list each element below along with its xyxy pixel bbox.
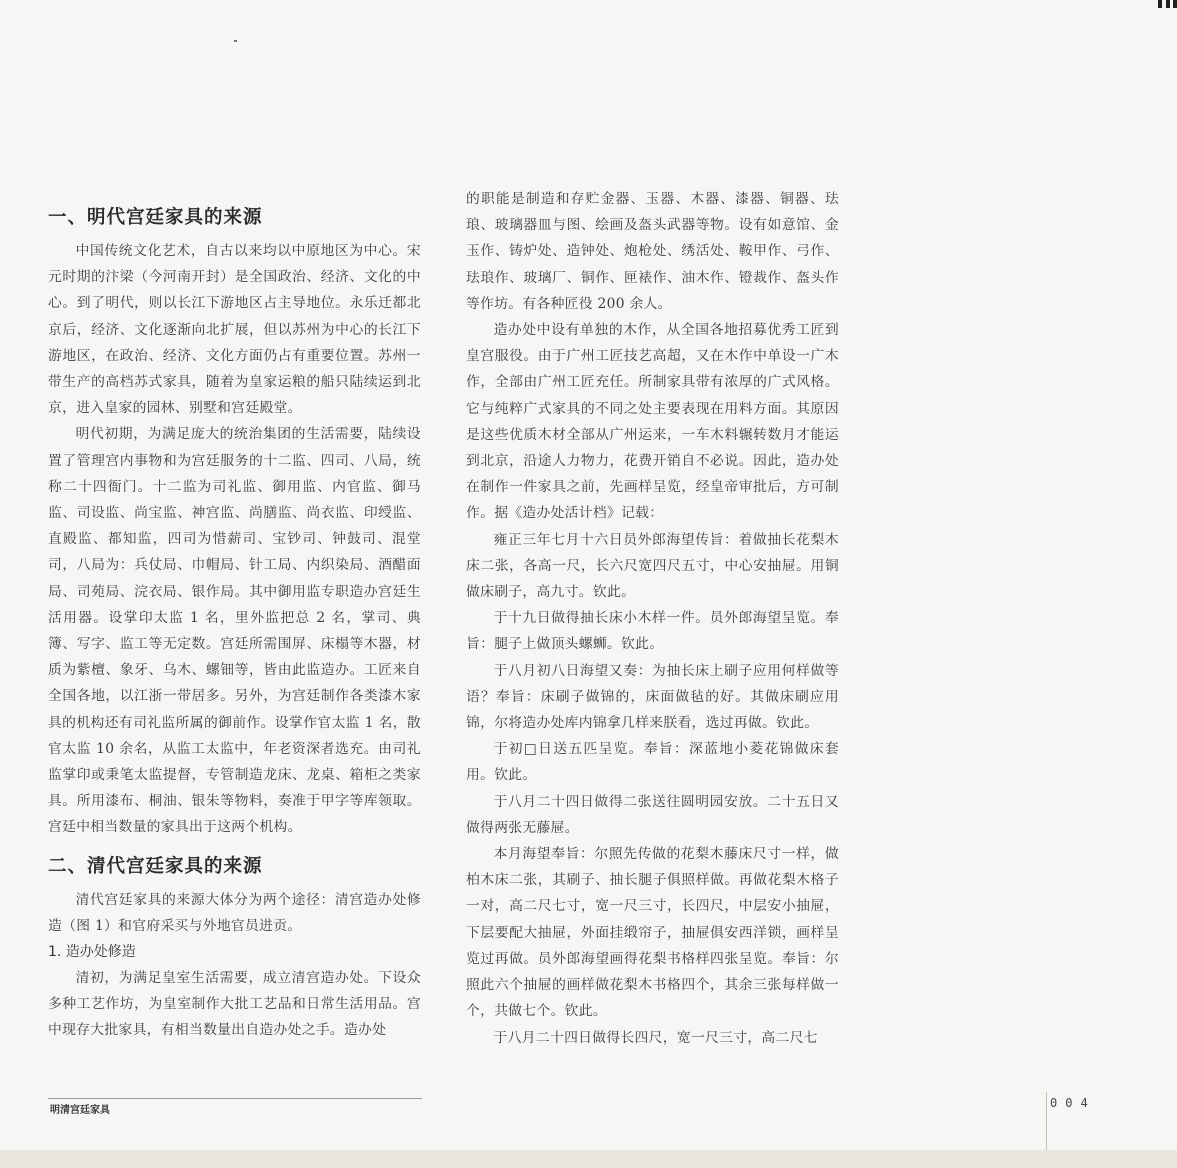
- right-column: [466, 186, 839, 1051]
- footer-rule: [48, 1098, 422, 1099]
- section2-paragraph: 清初，为满足皇室生活需要，成立清宫造办处。下设众多种工艺作坊，为皇室制作大批工艺品和日常生活用品。宫中现存大批家具，有相当数量出自造办处之手。造办处: [48, 970, 421, 1039]
- section2-subheading: 1. 造办处修造: [48, 944, 136, 961]
- binding-mark: [1158, 0, 1177, 10]
- book-title: 明清宫廷家具: [50, 1105, 110, 1116]
- section2-intro: 清代宫廷家具的来源大体分为两个途径：清宫造办处修造（图 1）和官府采买与外地官员进贡。: [48, 891, 421, 934]
- section1-heading: 一、明代宫廷家具的来源: [48, 207, 263, 228]
- right-continuation: 的职能是制造和存贮金器、玉器、木器、漆器、铜器、珐琅、玻璃器皿与图、绘画及盔头武器等物。设有如意馆、金玉作、铸炉处、造钟处、炮枪处、绣活处、鞍甲作、弓作、珐琅作、玻璃厂、铜作、匣裱作、油木作、镫裁作、盔头作等作坊。有各种匠役 200 余人。: [466, 191, 839, 312]
- archive-entry-5: 于八月二十四日做得二张送往圆明园安放。二十五日又做得两张无藤屉。: [466, 793, 839, 836]
- page-number: 004: [1050, 1096, 1096, 1110]
- page-bottom-edge: [0, 1150, 1177, 1168]
- section2-heading: 二、清代宫廷家具的来源: [48, 855, 263, 877]
- archive-entry-2: 于十九日做得抽长床小木样一件。员外郎海望呈览。奉旨：腿子上做顶头螺蛳。钦此。: [466, 610, 839, 653]
- section1-paragraph-1: 中国传统文化艺术，自古以来均以中原地区为中心。宋元时期的汴梁（今河南开封）是全国政治、经济、文化的中心。到了明代，则以长江下游地区占主导地位。永乐迁都北京后，经济、文化逐渐向北扩展，但以苏州为中心的长江下游地区，在政治、经济、文化方面仍占有重要位置。苏州一带生产的高档苏式家具，随着为皇家运粮的船只陆续运到北京，进入皇家的园林、别墅和宫廷殿堂。: [48, 243, 421, 417]
- archive-entry-6: 本月海望奉旨：尔照先传做的花梨木藤床尺寸一样，做柏木床二张，其刷子、抽长腿子俱照样做。再做花梨木格子一对，高二尺七寸，宽一尺三寸，长四尺，中层安小抽屉，下层要配大抽屉，外面挂缎帘子，抽屉俱安西洋锁，画样呈览过再做。员外郎海望画得花梨书格样四张呈览。奉旨：尔照此六个抽屉的画样做花梨木书格四个，其余三张每样做一个，共做七个。钦此。: [466, 846, 839, 1020]
- archive-entry-1: 雍正三年七月十六日员外郎海望传旨：着做抽长花梨木床二张，各高一尺，长六尺宽四尺五寸，中心安抽屉。用铜做床刷子，高九寸。钦此。: [466, 531, 839, 601]
- archive-entry-3: 于八月初八日海望又奏：为抽长床上刷子应用何样做等语？奉旨：床刷子做锦的，床面做毡的好。其做床刷应用锦，尔将造办处库内锦拿几样来朕看，选过再做。钦此。: [466, 662, 839, 732]
- paper-speck: [234, 40, 237, 42]
- section1-paragraph-2: 明代初期，为满足庞大的统治集团的生活需要，陆续设置了管理宫内事物和为宫廷服务的十二监、四司、八局，统称二十四衙门。十二监为司礼监、御用监、内官监、御马监、司设监、尚宝监、神宫监、尚膳监、尚衣监、印绶监、直殿监、都知监，四司为惜薪司、宝钞司、钟鼓司、混堂司，八局为：兵仗局、巾帽局、针工局、内织染局、酒醋面局、司苑局、浣衣局、银作局。其中御用监专职造办宫廷生活用器。设掌印太监 1 名，里外监把总 2 名，掌司、典簿、写字、监工等无定数。宫廷所需围屏、床榻等木器，材质为紫檀、象牙、乌木、螺钿等，皆由此监造办。工匠来自全国各地，以江浙一带居多。另外，为宫廷制作各类漆木家具的机构还有司礼监所属的御前作。设掌作官太监 1 名，散官太监 10 余名，从监工太监中，年老资深者选充。由司礼监掌印或秉笔太监提督，专管制造龙床、龙桌、箱柜之类家具。所用漆布、桐油、银朱等物料，奏准于甲字等库领取。宫廷中相当数量的家具出于这两个机构。: [48, 426, 421, 836]
- right-paragraph-1: 造办处中设有单独的木作，从全国各地招募优秀工匠到皇宫服役。由于广州工匠技艺高超，又在木作中单设一广木作，全部由广州工匠充任。所制家具带有浓厚的广式风格。它与纯粹广式家具的不同之处主要表现在用料方面。其原因是这些优质木材全部从广州运来，一车木料辗转数月才能运到北京，沿途人力物力，花费开销自不必说。因此，造办处在制作一件家具之前，先画样呈览，经皇帝审批后，方可制作。据《造办处活计档》记载：: [466, 322, 839, 522]
- left-column: [48, 204, 421, 1044]
- archive-entry-7: 于八月二十四日做得长四尺，宽一尺三寸，高二尺七: [493, 1029, 818, 1046]
- archive-entry-4: 于初□日送五匹呈览。奉旨：深蓝地小菱花锦做床套用。钦此。: [466, 741, 839, 784]
